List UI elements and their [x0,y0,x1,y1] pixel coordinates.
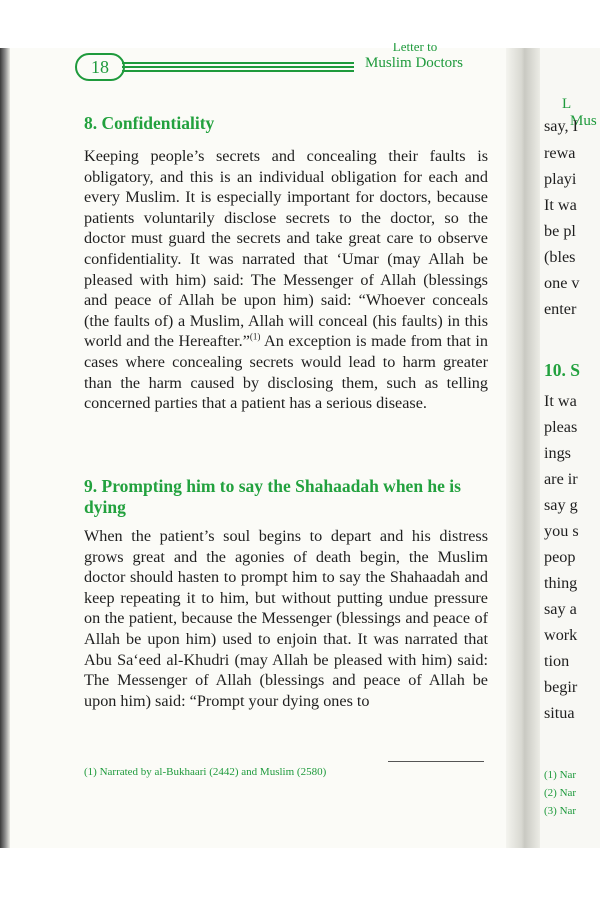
right-text-line: one v [544,274,580,292]
right-text-line: pleas [544,418,578,436]
footnote-marker: (1) [249,331,261,342]
section-heading-shahaadah: 9. Prompting him to say the Shahaadah when he is dying [84,476,461,517]
right-text-line: be pl [544,222,576,240]
right-text-line: rewa [544,144,576,162]
right-text-line: say a [544,600,577,618]
right-text-line: say g [544,496,578,514]
right-text-line: say, I [544,117,579,135]
page-number: 18 [75,53,125,81]
right-text-line: playi [544,170,577,188]
header-rule-middle [122,66,354,68]
paragraph-confidentiality-rest: An exception is made from that in cases where concealing secrets would lead to harm greater than the harm caused by disclosing them, such as telling concerned parties that a patient has a serious disease. [84,332,489,413]
right-running-title-line2: Mus [570,113,597,129]
header-rule-top [122,62,354,64]
right-text-line: are ir [544,470,578,488]
right-footnote: (1) Nar [544,769,577,781]
book-gutter [506,48,540,848]
right-running-title-line1: L [562,96,572,112]
right-footnote: (3) Nar [544,805,577,817]
right-footnote: (2) Nar [544,787,577,799]
right-section-heading: 10. S [544,360,580,380]
right-text-line: you s [544,522,579,540]
book-edge-shadow [0,48,10,848]
right-text-line: situa [544,704,575,722]
right-text-line: (bles [544,248,576,266]
right-text-line: tion [544,652,570,670]
right-text-line: work [544,626,578,644]
right-page [540,48,600,848]
right-text-line: thing [544,574,578,592]
right-text-line: begir [544,678,578,696]
footnote: (1) Narrated by al-Bukhaari (2442) and Muslim (2580) [84,766,327,778]
right-text-line: It wa [544,196,577,214]
paragraph-confidentiality [84,146,488,414]
header-rule-bottom [122,70,354,72]
paragraph-confidentiality-main: Keeping people’s secrets and concealing their faults is obligatory, and this is an individual obligation for each and every Muslim. It is especially important for doctors, because patients voluntarily disclose secrets to the doctor, so the doctor must guard the secrets and take great care to observe confidentiality. It was narrated that ‘Umar (may Allah be pleased with him) said: The Messenger of Allah (blessings and peace of Allah be upon him) said: “Whoever conceals (the faults of) a Muslim, Allah will conceal (his faults) in this world and the Hereafter.” [84,147,488,351]
footnote-rule [388,761,484,762]
running-title-top: Letter to [392,43,438,51]
running-title: Muslim Doctors [365,55,463,71]
right-text-line: It wa [544,392,577,410]
right-text-line: ings [544,444,571,462]
paragraph-shahaadah: When the patient’s soul begins to depart and his distress grows great and the agonies of death begin, the Muslim doctor should hasten to prompt him to say the Shahaadah and keep repeating it to him, but without putting undue pressure on the patient, because the Messenger (blessings and peace of Allah be upon him) used to enjoin that. It was narrated that Abu Sa‘eed al-Khudri (may Allah be pleased with him) said: The Messenger of Allah (blessings and peace of Allah be upon him) said: “Prompt your dying ones to [84,527,488,710]
right-text-line: enter [544,300,577,318]
right-text-line: peop [544,548,576,566]
section-heading-confidentiality: 8. Confidentiality [84,113,215,133]
